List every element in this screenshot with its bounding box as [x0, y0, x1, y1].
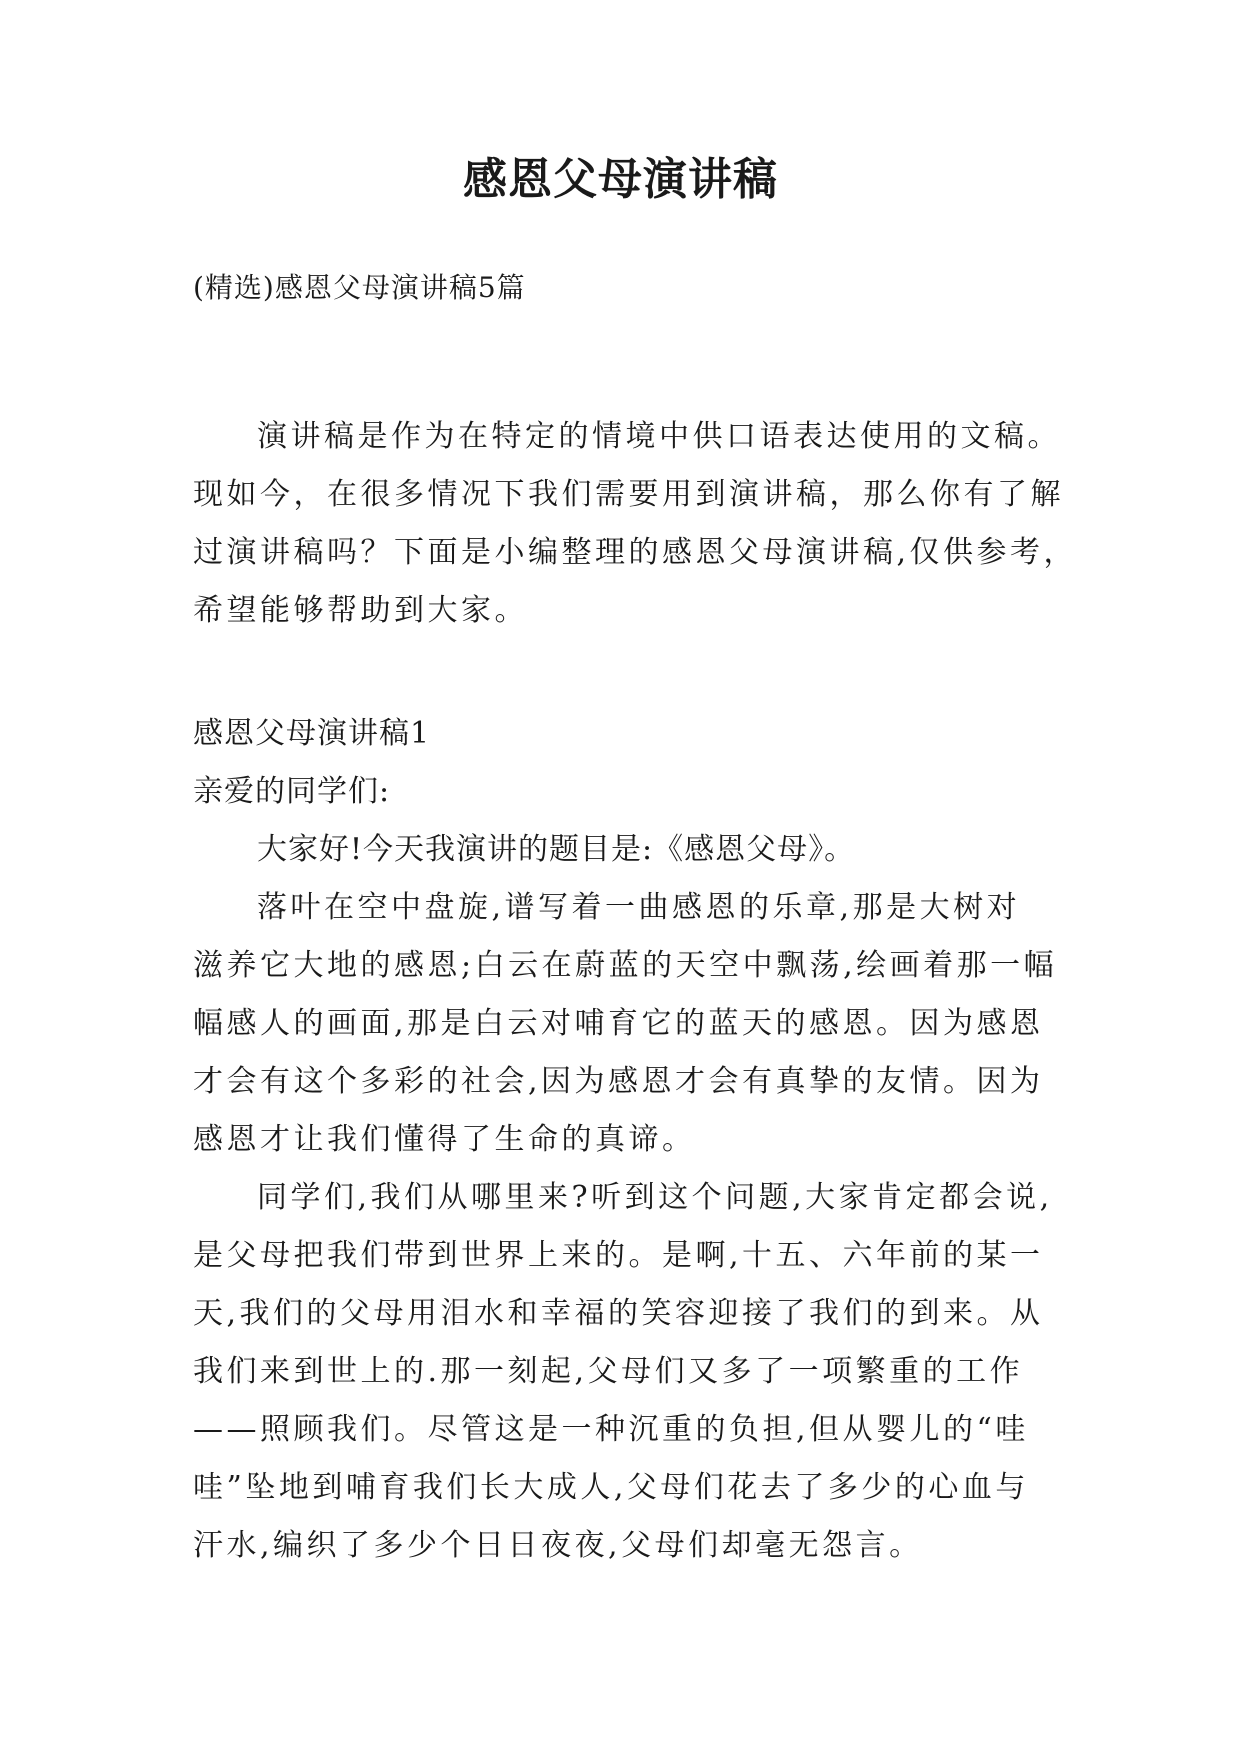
- paragraph-3-line: 是父母把我们带到世界上来的。是啊,十五、六年前的某一: [193, 1238, 1044, 1273]
- paragraph-2-line: 感恩才让我们懂得了生命的真谛。: [193, 1122, 696, 1157]
- intro-line: 过演讲稿吗？下面是小编整理的感恩父母演讲稿,仅供参考，: [193, 535, 1078, 570]
- paragraph-3-line: 同学们,我们从哪里来?听到这个问题,大家肯定都会说,: [257, 1180, 1053, 1215]
- document-subtitle: (精选)感恩父母演讲稿5篇: [193, 271, 526, 304]
- paragraph-2-line: 滋养它大地的感恩;白云在蔚蓝的天空中飘荡,绘画着那一幅: [193, 948, 1058, 983]
- paragraph-2-line: 落叶在空中盘旋,谱写着一曲感恩的乐章,那是大树对: [257, 890, 1021, 925]
- paragraph-2-line: 幅感人的画面,那是白云对哺育它的蓝天的感恩。因为感恩: [193, 1006, 1044, 1041]
- paragraph-3-line: 汗水,编织了多少个日日夜夜,父母们却毫无怨言。: [193, 1528, 923, 1563]
- paragraph-3-line: 我们来到世上的.那一刻起,父母们又多了一项繁重的工作: [193, 1354, 1024, 1389]
- section-heading: 感恩父母演讲稿1: [193, 716, 431, 751]
- salutation: 亲爱的同学们:: [193, 774, 391, 809]
- intro-line: 演讲稿是作为在特定的情境中供口语表达使用的文稿。: [257, 419, 1061, 454]
- intro-paragraph: [193, 408, 1078, 640]
- paragraph-1: 大家好!今天我演讲的题目是:《感恩父母》。: [257, 832, 856, 867]
- paragraph-3-line: ——照顾我们。尽管这是一种沉重的负担,但从婴儿的“哇: [193, 1412, 1029, 1447]
- document-title: 感恩父母演讲稿: [463, 154, 778, 205]
- intro-line: 现如今，在很多情况下我们需要用到演讲稿，那么你有了解: [193, 477, 1064, 512]
- paragraph-2-line: 才会有这个多彩的社会,因为感恩才会有真挚的友情。因为: [193, 1064, 1044, 1099]
- paragraph-3-line: 天,我们的父母用泪水和幸福的笑容迎接了我们的到来。从: [193, 1296, 1044, 1331]
- intro-line: 希望能够帮助到大家。: [193, 593, 528, 628]
- speech-section: [193, 705, 1058, 1575]
- paragraph-3-line: 哇”坠地到哺育我们长大成人,父母们花去了多少的心血与: [193, 1470, 1029, 1505]
